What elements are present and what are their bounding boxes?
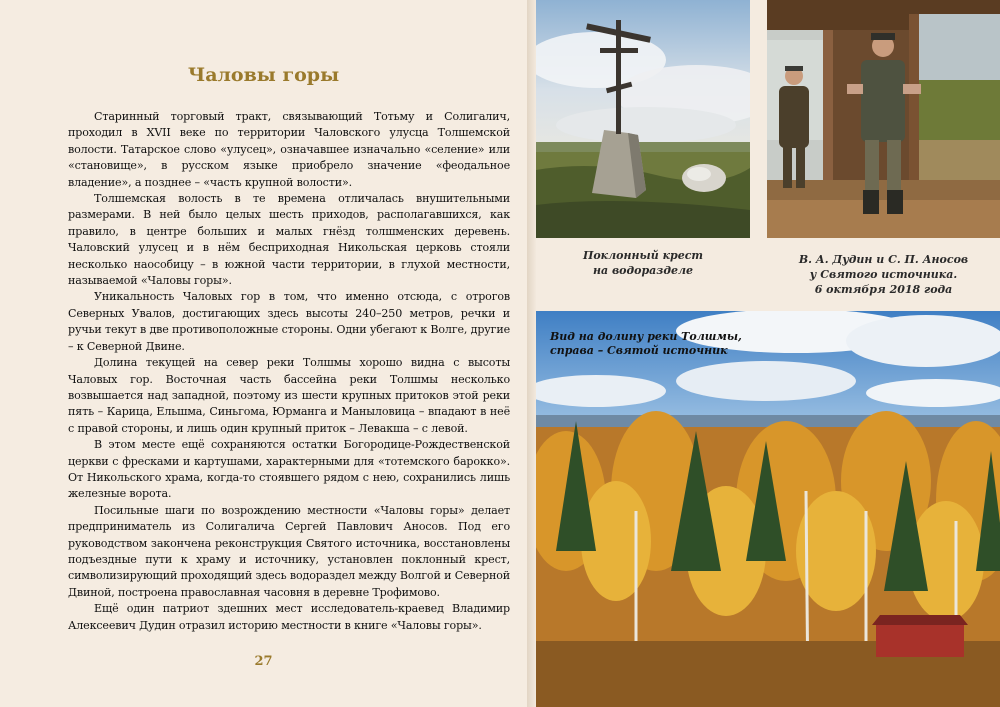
people-caption-line-1: В. А. Дудин и С. П. Аносов xyxy=(798,253,969,266)
paragraph-7: Ещё один патриот здешних мест исследователь-краевед Владимир Алексеевич Дудин отразил историю местности в книге «Чаловы горы». xyxy=(68,602,510,632)
paragraph-5: В этом месте ещё сохраняются остатки Богородице-Рождественской церкви с фресками и картушами, характерными для «тотемского барокко». От Никольского храма, когда-то стоявшего рядом с нею, сохранились лишь железные ворота. xyxy=(68,438,510,501)
people-caption-line-3: 6 октября 2018 года xyxy=(814,283,953,296)
paragraph-1: Старинный торговый тракт, связывающий Тотьму и Солигалич, проходил в XVII веке по территории Чаловского улусца Толшемской волости. Татарское слово «улусец», означавшее изначально «селение» или «становище», в русском языке приобрело значение «феодальное владение», а позднее – «часть крупной волости». xyxy=(68,110,510,189)
people-caption-line-2: у Святого источника. xyxy=(809,268,958,281)
cross-caption xyxy=(536,248,750,278)
article-body xyxy=(68,109,510,634)
paragraph-3: Уникальность Чаловых гор в том, что именно отсюда, с отрогов Северных Увалов, достигающих здесь высоты 240–250 метров, речки и ручьи текут в две противоположные стороны. Одни убегают к Волге, другие – к Северной Двине. xyxy=(68,290,510,353)
people-caption xyxy=(767,252,1000,297)
paragraph-2: Толшемская волость в те времена отличалась внушительными размерами. В ней было целых шесть приходов, располагавшихся, как правило, в центре больших и малых гнёзд толшменских деревень. Чаловский улусец и в нём бесприходная Никольская церковь стояли несколько наособицу – в южной части территории, в глухой местности, называемой «Чаловы горы». xyxy=(68,192,510,288)
paragraph-6: Посильные шаги по возрождению местности «Чаловы горы» делает предприниматель из Солигалича Сергей Павлович Аносов. Под его руководством закончена реконструкция Святого источника, восстановлены подъездные пути к храму и источнику, установлен поклонный крест, символизирующий проходящий здесь водораздел между Волгой и Северной Двиной, построена православная часовня в деревне Трофимово. xyxy=(68,503,510,599)
cross-caption-line-2: на водоразделе xyxy=(592,264,694,277)
cross-photo xyxy=(536,0,750,238)
right-page xyxy=(536,0,1000,707)
valley-caption-line-1: Вид на долину реки Толшмы, xyxy=(550,330,742,343)
valley-caption xyxy=(550,330,742,358)
page-title: Чаловы горы xyxy=(187,64,340,86)
valley-photo xyxy=(536,311,1000,707)
page-number: 27 xyxy=(254,654,273,669)
valley-caption-line-2: справа – Святой источник xyxy=(550,344,728,357)
people-photo xyxy=(767,0,1000,238)
paragraph-4: Долина текущей на север реки Толшмы хорошо видна с высоты Чаловых гор. Восточная часть бассейна реки Толшмы несколько возвышается над западной, поэтому из шести крупных притоков этой реки пять – Карица, Ельшма, Синьгома, Юрманга и Маныловица – впадают в неё с правой стороны, и лишь один крупный приток – Левакша – с левой. xyxy=(68,356,510,435)
cross-caption-line-1: Поклонный крест xyxy=(582,249,704,262)
